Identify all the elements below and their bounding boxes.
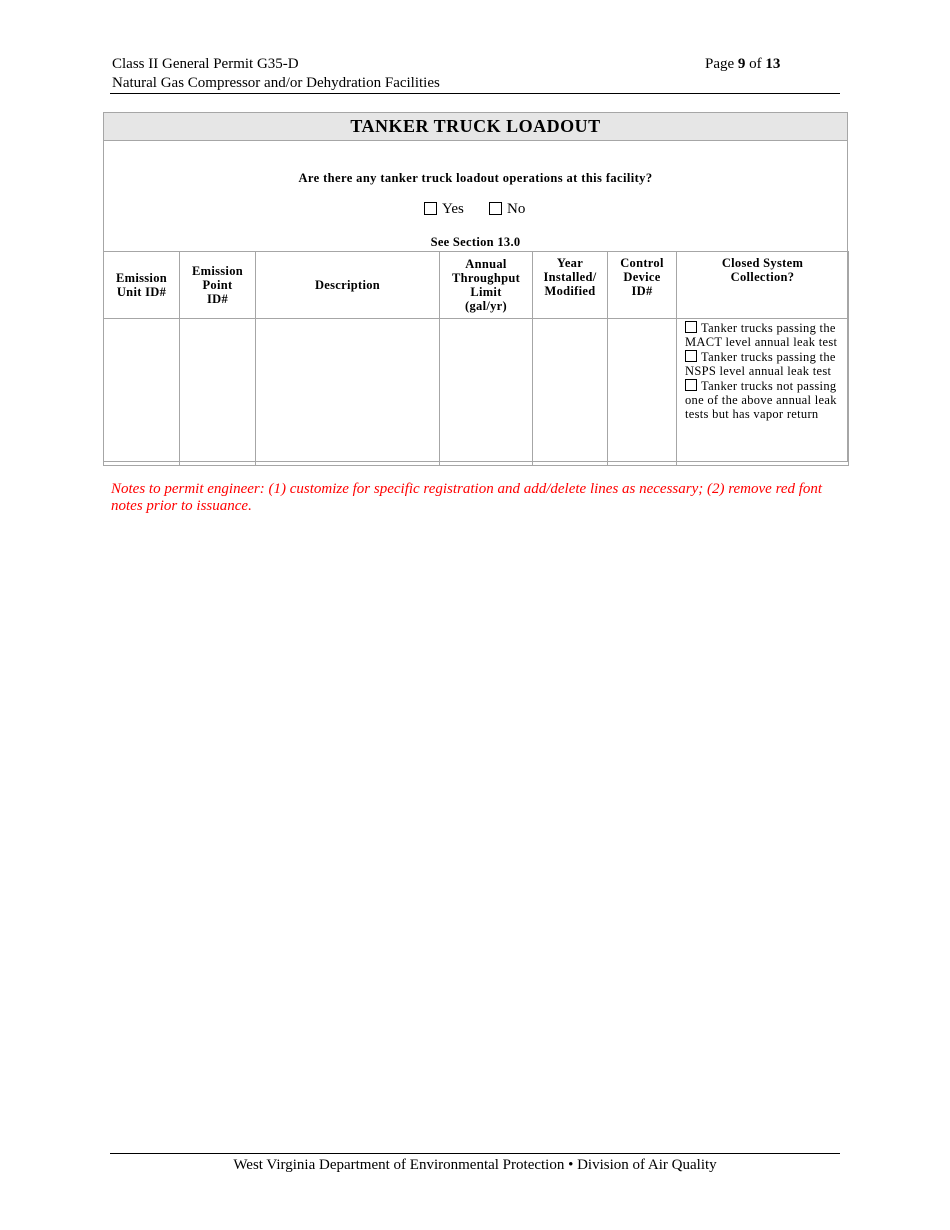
col-control-device-id: Control Device ID# (608, 252, 677, 319)
tanker-truck-loadout-form (103, 112, 848, 462)
header-left (112, 55, 440, 93)
closed-option-mact[interactable]: Tanker trucks passing the MACT level annual leak test (685, 321, 838, 350)
form-title: TANKER TRUCK LOADOUT (104, 113, 847, 141)
col-year-installed-modified: Year Installed/ Modified (533, 252, 608, 319)
loadout-table (103, 251, 849, 466)
nsps-checkbox[interactable] (685, 350, 697, 362)
footer: West Virginia Department of Environmental Protection • Division of Air Quality (233, 1157, 717, 1173)
table-header-row (104, 252, 849, 319)
see-section-reference: See Section 13.0 (430, 235, 521, 249)
year-installed-cell[interactable] (533, 319, 608, 466)
page-of: of (749, 56, 762, 72)
col-emission-unit-id: Emission Unit ID# (104, 252, 180, 319)
control-device-cell[interactable] (608, 319, 677, 466)
col-emission-point-id: Emission Point ID# (180, 252, 256, 319)
permit-engineer-note: Notes to permit engineer: (1) customize for specific registration and add/delete lines as necessary; (2) remove red font notes prior to issuance. (111, 481, 823, 514)
page-word: Page (705, 56, 735, 72)
description-cell[interactable] (256, 319, 440, 466)
annual-throughput-cell[interactable] (440, 319, 533, 466)
footer-rule (110, 1153, 840, 1154)
yes-option[interactable] (424, 200, 464, 218)
no-option[interactable] (489, 200, 525, 218)
closed-option-vapor-return[interactable]: Tanker trucks not passing one of the above annual leak tests but has vapor return (685, 378, 837, 422)
col-closed-system-collection: Closed System Collection? (677, 252, 849, 319)
page-total: 13 (765, 56, 781, 72)
yes-label: Yes (442, 201, 464, 217)
page-indicator (705, 55, 780, 74)
col-description: Description (256, 252, 440, 319)
closed-system-cell (677, 319, 849, 466)
closed-option-nsps[interactable]: Tanker trucks passing the NSPS level annual leak test (685, 349, 836, 379)
no-label: No (507, 201, 526, 217)
page-current: 9 (737, 56, 746, 72)
mact-checkbox[interactable] (685, 321, 697, 333)
table-row (104, 319, 849, 466)
emission-point-id-cell[interactable] (180, 319, 256, 466)
loadout-question: Are there any tanker truck loadout operations at this facility? (298, 171, 653, 185)
col-annual-throughput-limit: Annual Throughput Limit (gal/yr) (440, 252, 533, 319)
no-checkbox[interactable] (489, 202, 502, 215)
yes-checkbox[interactable] (424, 202, 437, 215)
facility-type: Natural Gas Compressor and/or Dehydration Facilities (112, 75, 440, 91)
vapor-return-checkbox[interactable] (685, 379, 697, 391)
header-rule (110, 93, 840, 94)
permit-title: Class II General Permit G35-D (112, 56, 299, 72)
emission-unit-id-cell[interactable] (104, 319, 180, 466)
